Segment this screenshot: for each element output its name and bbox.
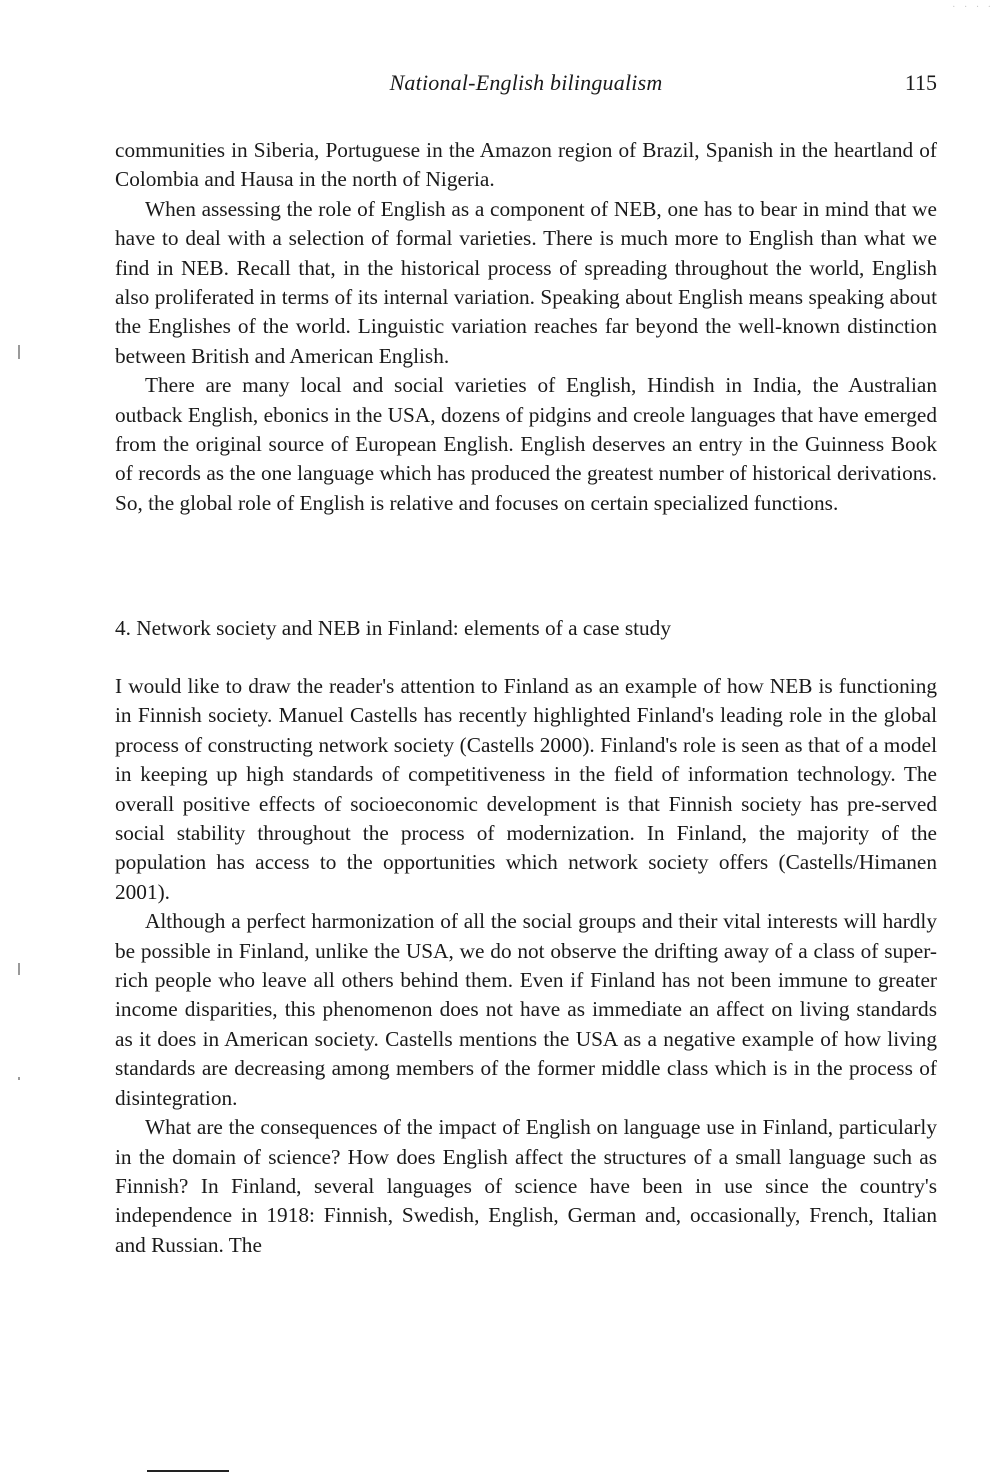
paragraph: Although a perfect harmonization of all the social groups and their vital interests will hardly be possible in Finland, unlike the USA, we do not observe the drifting away of a class of super-rich people who leave all others behind them. Even if Finland has not been immune to greater income disparities, this phenomenon does not have as immediate an affect on living standards as it does in American society. Castells mentions the USA as a negative example of how living standards are decreasing among members of the former middle class which is in the process of disintegration. [115, 909, 937, 1110]
page-number: 115 [904, 70, 937, 95]
scan-corner-marks: · · · · [952, 2, 994, 13]
paragraph: I would like to draw the reader's attention to Finland as an example of how NEB is functioning in Finnish society. Manuel Castells has recently highlighted Finland's leading role in the global process of constructing network society (Castells 2000). Finland's role is seen as that of a model in keeping up high standards of competitiveness in the field of information technology. The overall positive effects of socioeconomic development is that Finnish society has pre-served social stability throughout the process of modernization. In Finland, the majority of the population has access to the opportunities which network society offers (Castells/Himanen 2001). [115, 674, 937, 904]
margin-mark [18, 963, 20, 975]
running-head [115, 70, 937, 100]
body-text-bottom [115, 672, 937, 1260]
section-heading: 4. Network society and NEB in Finland: elements of a case study [115, 616, 671, 640]
footnote-rule [147, 1470, 229, 1472]
running-title: National-English bilingualism [389, 70, 663, 95]
margin-mark [18, 1077, 20, 1080]
paragraph: What are the consequences of the impact of English on language use in Finland, particularly in the domain of science? How does English affect the structures of a small language such as Finnish? In Finland, several languages of science have been in use since the country's independence in 1918: Finnish, Swedish, English, German and, occasionally, French, Italian and Russian. The [115, 1115, 937, 1257]
paragraph-continued: communities in Siberia, Portuguese in the Amazon region of Brazil, Spanish in the heartland of Colombia and Hausa in the north of Nigeria. [115, 138, 937, 192]
paragraph: When assessing the role of English as a component of NEB, one has to bear in mind that we have to deal with a selection of formal varieties. There is much more to English than what we find in NEB. Recall that, in the historical process of spreading throughout the world, English also proliferated in terms of its internal variation. Speaking about English means speaking about the Englishes of the world. Linguistic variation reaches far beyond the well-known distinction between British and American English. [115, 196, 937, 368]
paragraph: There are many local and social varieties of English, Hindish in India, the Australian outback English, ebonics in the USA, dozens of pidgins and creole languages that have emerged from the original source of European English. English deserves an entry in the Guinness Book of records as the one language which has produced the greatest number of historical derivations. So, the global role of English is relative and focuses on certain specialized functions. [115, 373, 937, 515]
body-text-top [115, 136, 937, 518]
margin-mark [18, 345, 20, 359]
